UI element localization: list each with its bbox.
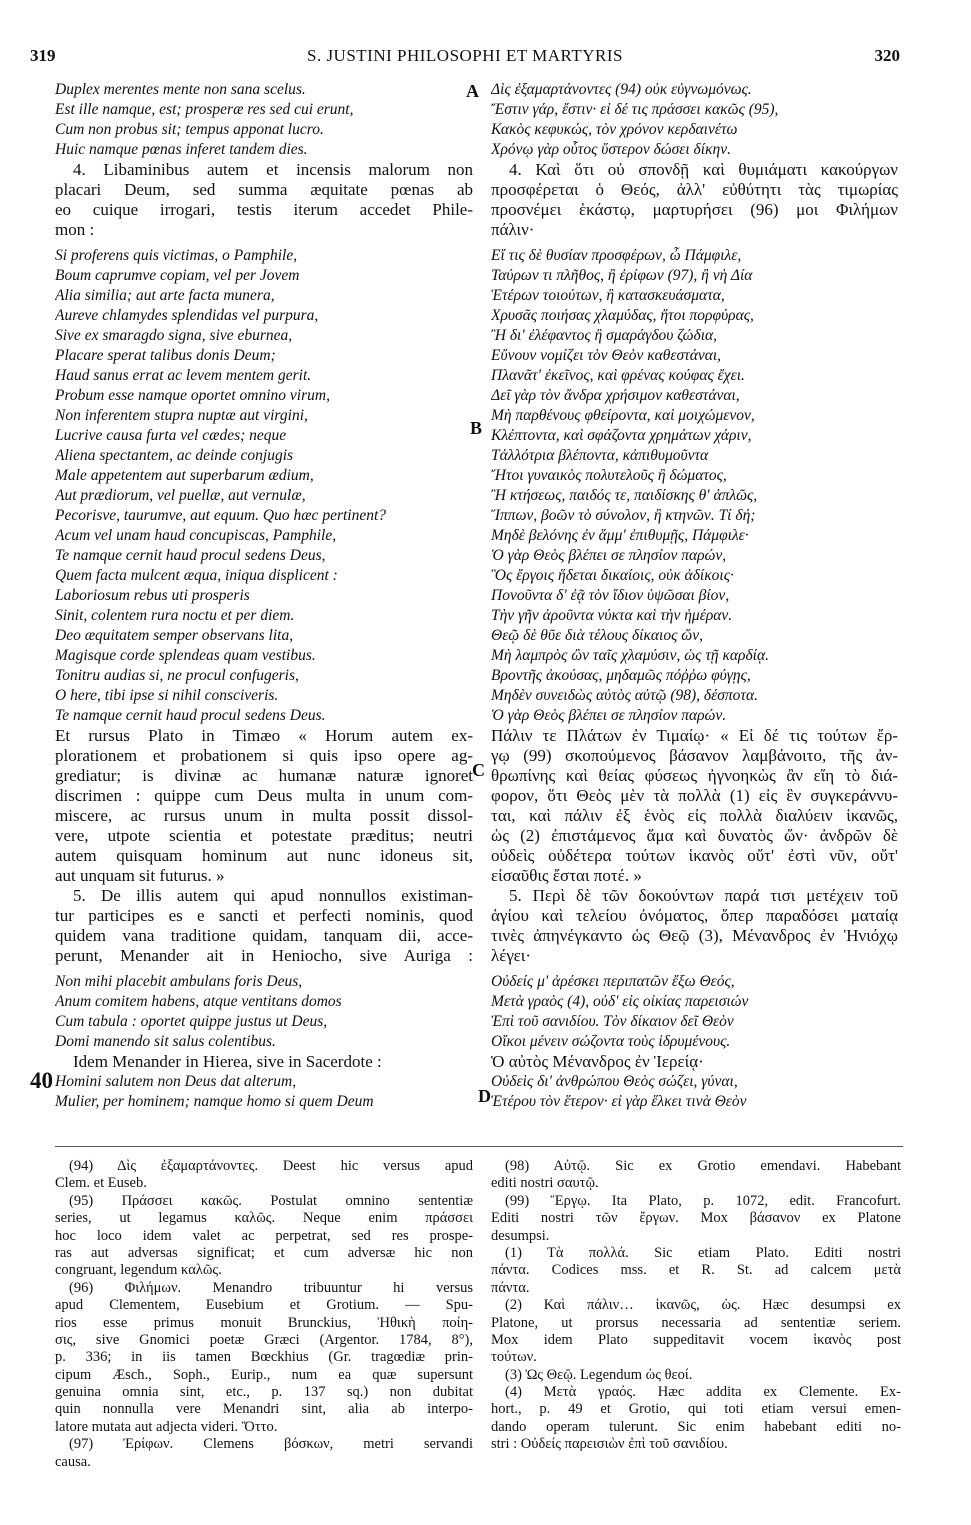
footnote-left-line: (95) Πράσσει κακῶς. Postulat omnino sententiæ	[69, 1192, 473, 1209]
footnote-right-line: πάντα. Codices mss. et R. St. ad calcem μετὰ	[491, 1262, 901, 1279]
margin-letter-c: C	[472, 760, 485, 780]
latin-text-line: Te namque cernit haud procul sedens Deus,	[55, 547, 326, 564]
greek-text-line: Ἵππων, βοῶν τὸ σύνολον, ἢ κτηνῶν. Τί δή;	[491, 507, 756, 524]
footnote-left-line: hoc loco idem valet ac perpetrat, sed res prospe-	[55, 1227, 473, 1244]
latin-text-line: Tonitru audias si, ne procul confugeris,	[55, 667, 299, 684]
footnotes-right	[491, 1158, 901, 1454]
latin-text-line: Si proferens quis victimas, o Pamphile,	[55, 247, 298, 264]
latin-text-line: Huic namque pœnas inferet tandem dies.	[55, 141, 308, 158]
latin-text-line: Laboriosum rebus uti prosperis	[55, 587, 250, 604]
greek-text-line: 5. Περὶ δὲ τῶν δοκούντων παρά τισι μετέχειν τοῦ	[509, 886, 898, 905]
greek-text-line: Οἴκοι μένειν σώζοντα τοὺς ἱδρυμένους.	[491, 1033, 731, 1050]
greek-text-line: θρωπίνης καὶ θείας φύσεως ἠγνοηκὼς ἂν εἴη τὸ διά-	[491, 766, 898, 785]
latin-text-line: Male appetentem aut superbarum ædium,	[55, 467, 314, 484]
latin-text-line: Anum comitem habens, atque ventitans domos	[55, 993, 342, 1010]
margin-letter-a: A	[466, 81, 479, 101]
greek-text-line: Βροντῆς ἀκούσας, μηδαμῶς πόῤῥω φύγῃς,	[491, 667, 751, 684]
footnote-left-line: congruant, legendum καλῶς.	[55, 1262, 222, 1279]
page-number-left: 319	[30, 46, 56, 65]
greek-text-line: Εἴ τις δὲ θυσίαν προσφέρων, ὦ Πάμφιλε,	[491, 247, 742, 264]
greek-text-line: Κακὸς κεφυκώς, τὸν χρόνον κερδαινέτω	[491, 121, 738, 138]
greek-text-line: Ὁ αὐτὸς Μένανδρος ἐν Ἱερείᾳ·	[491, 1052, 704, 1071]
page-number-right: 320	[874, 46, 900, 65]
greek-text-line: λέγει·	[491, 946, 531, 965]
footnote-rule	[55, 1146, 903, 1147]
greek-text-line: Ἔστιν γάρ, ἔστιν· εἰ δέ τις πράσσει κακῶς (95),	[491, 101, 779, 118]
footnote-left-line: σις, sive Gnomici poetæ Græci (Argentor. 1784, 8°),	[55, 1331, 473, 1348]
latin-text-line: Deo æquitatem semper observans lita,	[55, 627, 294, 644]
latin-text-line: aut unquam sit futurus. »	[55, 866, 225, 885]
greek-text-line: Μὴ παρθένους φθείροντα, καὶ μοιχώμενον,	[491, 407, 755, 424]
greek-text-line: Ὁ γὰρ Θεὸς βλέπει σε πλησίον παρών.	[491, 707, 727, 724]
greek-text-line: Ὃς ἔργοις ἥδεται δικαίοις, οὐκ ἀδίκοις·	[491, 567, 734, 584]
footnotes-left	[55, 1158, 473, 1471]
greek-text-line: εἰσαῦθις ἔσται ποτέ. »	[491, 866, 642, 885]
greek-text-line: Θεῷ δὲ θῦε διὰ τέλους δίκαιος ὤν,	[491, 627, 703, 644]
footnote-right-line: desumpsi.	[491, 1227, 550, 1244]
latin-text-line: quidem vana traditione quidam, tanquam dii, acce-	[55, 926, 473, 945]
latin-text-line: Sive ex smaragdo signa, sive eburnea,	[55, 327, 293, 344]
latin-text-line: Idem Menander in Hierea, sive in Sacerdote :	[73, 1052, 382, 1071]
greek-text-line: Κλέπτοντα, καὶ σφάζοντα χρημάτων χάριν,	[491, 427, 752, 444]
latin-text-line: Non inferentem stupra nuptæ aut virgini,	[55, 407, 308, 424]
latin-text-line: 5. De illis autem qui apud nonnullos existiman-	[73, 886, 473, 905]
footnote-left-line: (96) Φιλήμων. Menandro tribuuntur hi versus	[69, 1279, 473, 1296]
latin-text-line: Probum esse namque oportet omnino virum,	[55, 387, 330, 404]
latin-text-line: Te namque cernit haud procul sedens Deus.	[55, 707, 326, 724]
greek-text-line: Ἢ δι' ἐλέφαντος ἢ σμαράγδου ζώδια,	[491, 327, 718, 344]
latin-text-line: Est ille namque, est; prosperæ res sed cui erunt,	[55, 101, 354, 118]
greek-text-line: ται, καὶ πάλιν ἐξ ἑνὸς εἰς πολλὰ διαλύειν ἱκανῶς,	[491, 806, 898, 825]
latin-text-line: Cum tabula : oportet quippe justus ut Deus,	[55, 1013, 328, 1030]
latin-text-line: Aureve chlamydes splendidas vel purpura,	[55, 307, 319, 324]
footnote-right-line: (3) Ὡς Θεῷ. Legendum ὡς θεοί.	[505, 1366, 693, 1383]
footnote-left-line: series, ut legamus καλῶς. Neque enim πράσσει	[55, 1210, 473, 1227]
greek-text-line: Ὁ γὰρ Θεὸς βλέπει σε πλησίον παρών,	[491, 547, 727, 564]
latin-text-line: miscere, ac rursus unum in multa possit dissol-	[55, 806, 473, 825]
latin-text-line: vere, utpote scientia et potestate præditus; neutri	[55, 826, 473, 845]
footnote-right-line: (99) Ἔργῳ. Ita Plato, p. 1072, edit. Francofurt.	[505, 1192, 901, 1209]
footnote-right-line: (4) Μετὰ γραός. Hæc addita ex Clemente. Ex-	[505, 1384, 901, 1401]
latin-text-line: Homini salutem non Deus dat alterum,	[55, 1073, 297, 1090]
footnote-left-line: (97) Ἐρίφων. Clemens βόσκων, metri servandi	[69, 1436, 473, 1453]
footnote-right-line: τούτων.	[491, 1349, 537, 1366]
greek-text-line: Χρόνῳ γὰρ οὗτος ὕστερον δώσει δίκην.	[491, 141, 731, 158]
greek-text-line: γῳ (99) σκοπούμενος βάσανον λαμβάνοιτο, τῆς ἀν-	[491, 746, 898, 765]
margin-number-40: 40	[30, 1068, 53, 1093]
greek-text-line: Μηδὲν συνειδὼς αὐτὸς αὐτῷ (98), δέσποτα.	[491, 687, 758, 704]
greek-text-line: πάλιν·	[491, 220, 535, 239]
latin-text-line: Lucrive causa furta vel cædes; neque	[55, 427, 287, 444]
margin-letter-d: D	[478, 1086, 491, 1106]
latin-text-line: discrimen : quippe cum Deus multa in unum com-	[55, 786, 473, 805]
greek-text-line: Μετὰ γραὸς (4), οὐδ' εἰς οἰκίας παρεισιών	[491, 993, 749, 1010]
latin-text-line: tur participes es e sancti et perfecti nominis, quod	[55, 906, 473, 925]
greek-text-line: ὡς (2) ἐπιστάμενος ἅμα καὶ δυνατὸς ὤν· ἀνδρῶν δὲ	[491, 826, 898, 845]
running-header	[30, 46, 900, 70]
footnote-right-line: πάντα.	[491, 1279, 530, 1296]
latin-text-line: Et rursus Plato in Timæo « Horum autem ex-	[55, 726, 473, 745]
footnote-right-line: (1) Τὰ πολλά. Sic etiam Plato. Editi nostri	[505, 1244, 901, 1261]
greek-text-line: Μηδὲ βελόνης ἐν ἅμμ' ἐπιθυμῇς, Πάμφιλε·	[491, 527, 749, 544]
footnote-right-line: stri : Οὐδείς παρεισιὼν ἐπὶ τοῦ σανιδίου.	[491, 1436, 728, 1453]
latin-text-line: Alia similia; aut arte facta munera,	[55, 287, 275, 304]
latin-text-line: O here, tibi ipse si nihil consciveris.	[55, 687, 279, 704]
latin-text-line: perunt, Menander ait in Heniocho, sive Auriga :	[55, 946, 473, 965]
footnote-left-line: ras aut adversas significat; et cum adversæ hic non	[55, 1244, 473, 1261]
greek-text-line: Πλανᾶτ' ἐκεῖνος, καὶ φρένας κούφας ἔχει.	[491, 367, 745, 384]
latin-text-line: 4. Libaminibus autem et incensis malorum non	[73, 160, 473, 179]
latin-text-line: Magisque corde splendeas quam vestibus.	[55, 647, 316, 664]
latin-text-line: grediatur; is divinæ ac humanæ naturæ ignoret	[55, 766, 473, 785]
greek-text-line: Ἐπὶ τοῦ σανιδίου. Τὸν δίκαιον δεῖ Θεὸν	[491, 1013, 734, 1030]
latin-text-line: mon :	[55, 220, 95, 239]
latin-text-line: plorationem et probationem si quis ipso opere ag-	[55, 746, 473, 765]
latin-text-line: autem quisquam hominum aut nunc idoneus sit,	[55, 846, 473, 865]
footnote-right-line: hort., p. 49 et Grotio, qui toti etiam versui emen-	[491, 1401, 901, 1418]
footnote-left-line: apud Clementem, Eusebium et Grotium. — Spu-	[55, 1297, 473, 1314]
latin-text-line: eo cuique irrogari, testis iterum accedet Phile-	[55, 200, 473, 219]
footnote-left-line: p. 336; in iis tamen Bœckhius (Gr. tragœdiæ prin-	[55, 1349, 473, 1366]
latin-text-line: Boum caprumve copiam, vel per Jovem	[55, 267, 300, 284]
latin-text-line: Haud sanus errat ac levem mentem gerit.	[55, 367, 312, 384]
latin-text-line: Non mihi placebit ambulans foris Deus,	[55, 973, 303, 990]
greek-text-line: τινὲς ἀπηνέγκαντο ὡς Θεῷ (3), Μένανδρος ἐν Ἡνιόχῳ	[491, 926, 898, 945]
greek-text-line: Εὔνουν νομίζει τὸν Θεὸν καθεστάναι,	[491, 347, 722, 364]
footnote-left-line: latore mutata aut adjecta videri. Ὄττο.	[55, 1418, 278, 1435]
greek-text-line: Ἢ κτήσεως, παιδός τε, παιδίσκης θ' ἁπλῶς,	[491, 487, 758, 504]
greek-text-line: Μὴ λαμπρὸς ὢν ταῖς χλαμύσιν, ὡς τῇ καρδίᾳ.	[491, 647, 769, 664]
footnote-right-line: Editi nostri τῶν ἔργων. Mox βάσανον ex Platone	[491, 1210, 901, 1227]
footnote-left-line: genuina omnia sint, etc., p. 137 sq.) non dubitat	[55, 1384, 473, 1401]
latin-text-line: Quem facta mulcent æqua, iniqua displicent :	[55, 567, 338, 584]
latin-text-line: Acum vel unam haud concupiscas, Pamphile,	[55, 527, 337, 544]
footnote-right-line: Mox idem Plato suppeditavit vocem ἱκανὸς post	[491, 1331, 901, 1348]
latin-text-line: Mulier, per hominem; namque homo si quem Deum	[55, 1093, 374, 1110]
greek-text-line: προσνέμει ἑκάστῳ, μαρτυρήσει (96) μοι Φιλήμων	[491, 200, 898, 219]
latin-text-line: Sinit, colentem rura noctu et per diem.	[55, 607, 295, 624]
greek-text-line: Πάλιν τε Πλάτων ἐν Τιμαίῳ· « Εἰ δέ τις τούτων ἔρ-	[491, 726, 898, 745]
footnote-left-line: cipum Æsch., Soph., Eurip., num ea quæ supersunt	[55, 1366, 473, 1383]
greek-column	[491, 80, 898, 1112]
footnote-right-line: dando operam tulerunt. Sic enim habebant editi no-	[491, 1418, 901, 1435]
latin-text-line: Domi manendo sit salus colentibus.	[55, 1033, 276, 1050]
greek-text-line: Ἑτέρου τὸν ἕτερον· εἰ γὰρ ἕλκει τινὰ Θεὸν	[491, 1093, 747, 1110]
latin-text-line: placari Deum, sed summa æquitate pœnas ab	[55, 180, 473, 199]
greek-text-line: Ταύρων τι πλῆθος, ἢ ἐρίφων (97), ἢ νὴ Δία	[491, 267, 753, 284]
greek-text-line: Χρυσᾶς ποιήσας χλαμύδας, ἤτοι πορφύρας,	[491, 307, 754, 324]
footnote-right-line: (98) Αὐτῷ. Sic ex Grotio emendavi. Habebant	[505, 1158, 901, 1174]
footnote-left-line: Clem. et Euseb.	[55, 1175, 147, 1192]
greek-text-line: οὐδεὶς οὐδέτερα τούτων ἱκανὸς οὔτ' ἐστὶ νῦν, οὔτ'	[491, 846, 898, 865]
latin-text-line: Aut prædiorum, vel puellæ, aut vernulæ,	[55, 487, 306, 504]
greek-text-line: 4. Καὶ ὅτι οὐ σπονδῇ καὶ θυμιάματι κακούργων	[509, 160, 898, 179]
greek-text-line: Πονοῦντα δ' ἐᾷ τὸν ἴδιον ὑψῶσαι βίον,	[491, 587, 730, 604]
greek-text-line: Τὴν γῆν ἀροῦντα νύκτα καὶ τὴν ἡμέραν.	[491, 607, 733, 624]
latin-text-line: Cum non probus sit; tempus apponat lucro.	[55, 121, 324, 138]
footnote-right-line: editi nostri σαυτῷ.	[491, 1175, 599, 1192]
footnote-left-line: causa.	[55, 1453, 91, 1470]
footnote-left-line: (94) Δὶς ἐξαμαρτάνοντες. Deest hic versus apud	[69, 1158, 473, 1174]
latin-text-line: Placare sperat talibus donis Deum;	[55, 347, 276, 364]
greek-text-line: Ἤτοι γυναικὸς πολυτελοῦς ἢ δώματος,	[491, 467, 727, 484]
greek-text-line: Τἀλλότρια βλέποντα, κἀπιθυμοῦντα	[491, 447, 709, 464]
greek-text-line: ἁγίου καὶ τελείου ὀνόματος, ὅπερ παραδόσει ματαίᾳ	[491, 906, 898, 925]
margin-letter-b: B	[470, 418, 483, 438]
latin-text-line: Aliena spectantem, ac deinde conjugis	[55, 447, 294, 464]
latin-text-line: Duplex merentes mente non sana scelus.	[55, 81, 306, 98]
greek-text-line: φορον, ὅτι Θεὸς μὲν τὰ πολλὰ (1) εἰς ἓν συγκεράννυ-	[491, 786, 898, 805]
footnote-left-line: rios esse primus monuit Brunckius, Ἠθικὴ ποίη-	[55, 1314, 473, 1331]
footnote-right-line: (2) Καὶ πάλιν… ἱκανῶς, ὡς. Hæc desumpsi ex	[505, 1297, 901, 1314]
greek-text-line: Οὐδεὶς δι' ἀνθρώπου Θεὸς σώζει, γύναι,	[491, 1073, 738, 1090]
greek-text-line: προσφέρεται ὁ Θεός, ἀλλ' εὐθύτητι τὰς τιμωρίας	[491, 180, 898, 199]
latin-column	[55, 80, 473, 1112]
greek-text-line: Οὐδείς μ' ἀρέσκει περιπατῶν ἔξω Θεός,	[491, 973, 735, 990]
greek-text-line: Δὶς ἐξαμαρτάνοντες (94) οὐκ εὐγνωμόνως.	[491, 81, 752, 98]
greek-text-line: Ἑτέρων τοιούτων, ἢ κατασκευάσματα,	[491, 287, 725, 304]
footnote-right-line: Platone, ut prorsus necessaria ad sententiæ seriem.	[491, 1314, 901, 1331]
greek-text-line: Δεῖ γὰρ τὸν ἄνδρα χρήσιμον καθεστάναι,	[491, 387, 740, 404]
latin-text-line: Pecorisve, taurumve, aut equum. Quo hæc pertinent?	[55, 507, 387, 524]
footnote-left-line: quin nonnulla vere Menandri sint, alia ab interpo-	[55, 1401, 473, 1418]
running-title: S. JUSTINI PHILOSOPHI ET MARTYRIS	[306, 46, 623, 65]
